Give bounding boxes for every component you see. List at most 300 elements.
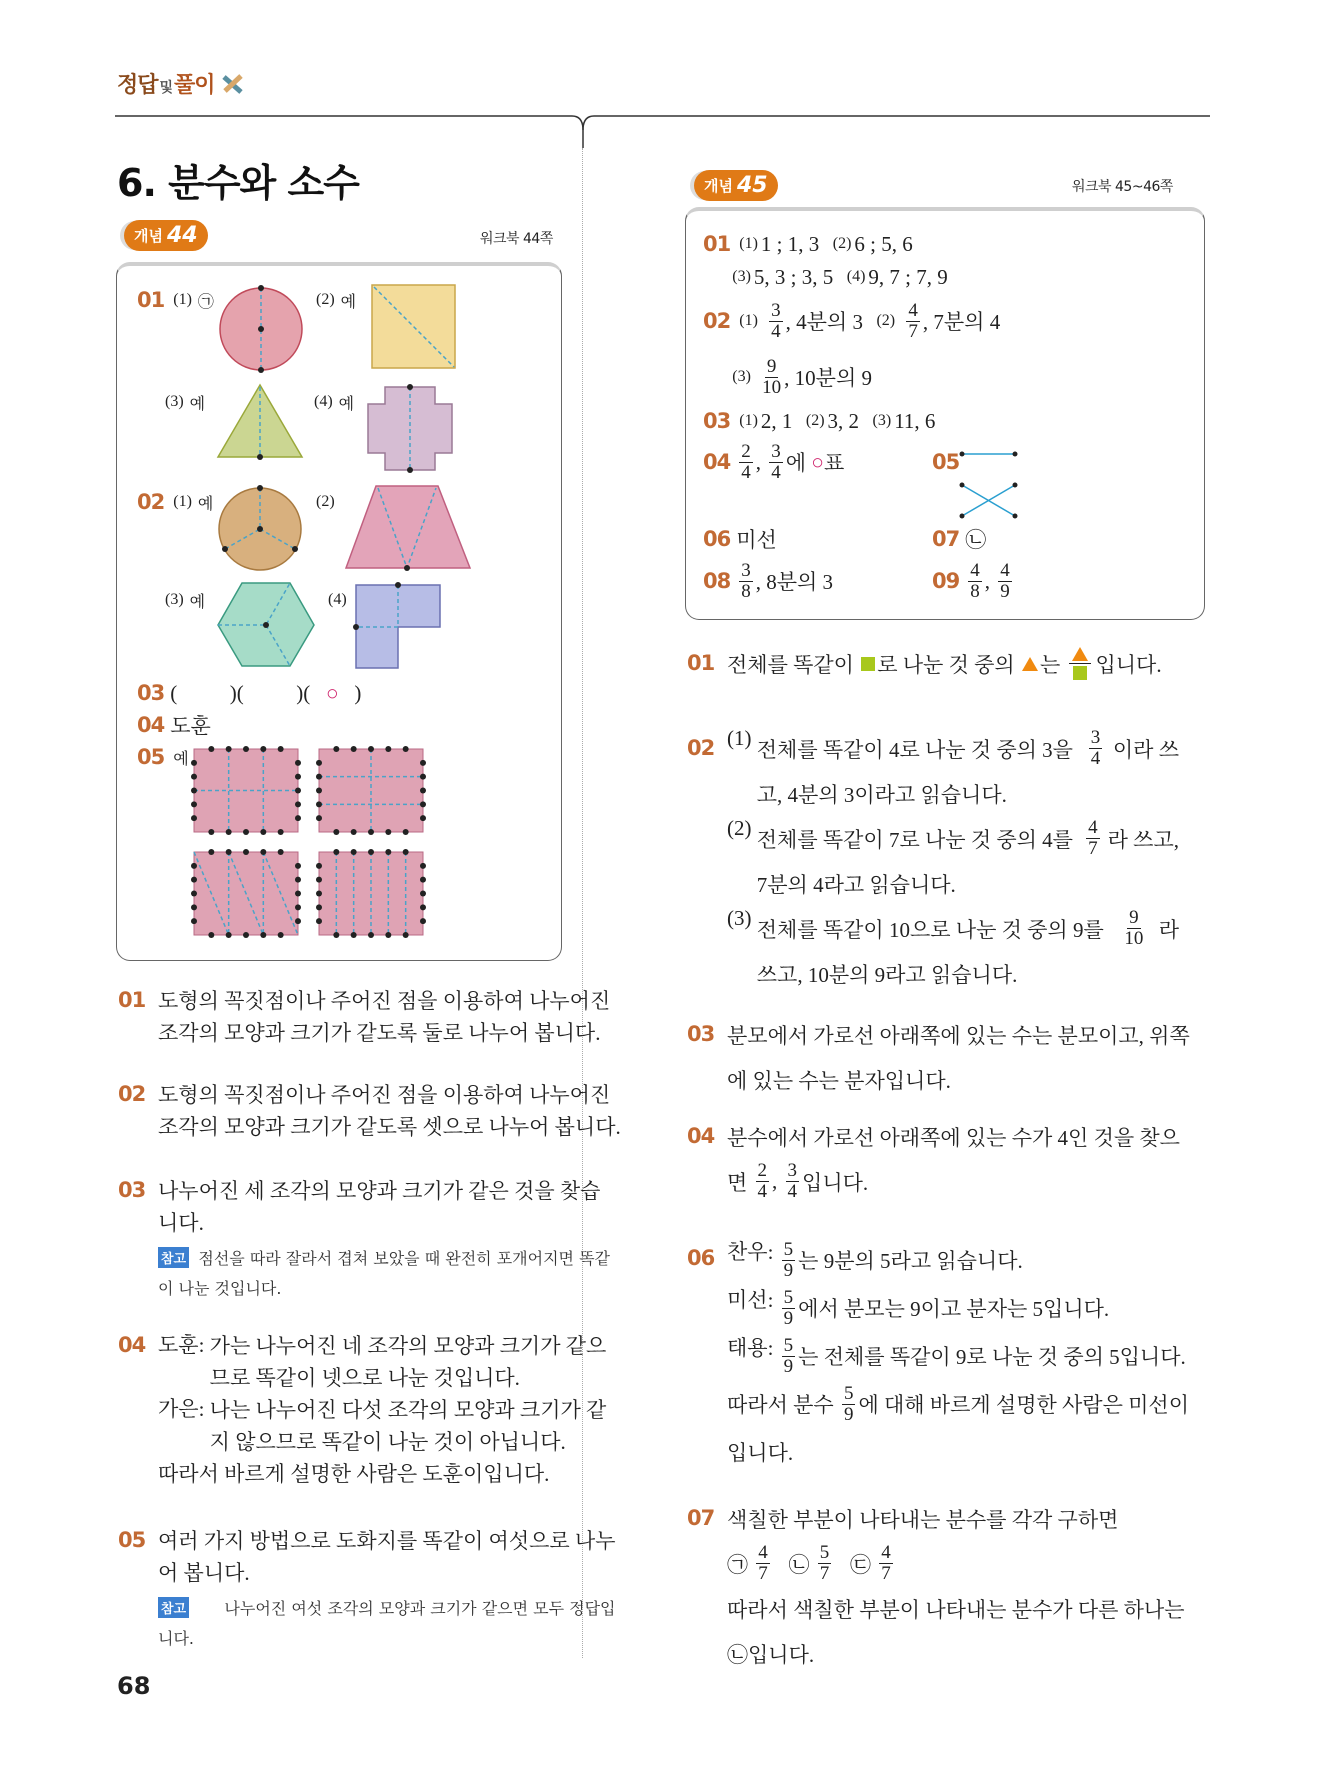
- question-number: 03: [137, 681, 165, 705]
- text: ( )( )(: [170, 680, 326, 705]
- text: 3, 2: [827, 408, 870, 433]
- numerator: 3: [741, 559, 751, 581]
- grid-dot: [420, 774, 426, 780]
- grid-dot: [420, 815, 426, 821]
- text-line: [158, 1078, 621, 1110]
- text: , 8분의 3: [755, 570, 834, 594]
- denominator: 10: [1124, 928, 1144, 949]
- text: 쓰고, 10분의 9라고 읽습니다.: [756, 962, 1018, 987]
- question-number: 03: [118, 1178, 146, 1202]
- fraction: [968, 561, 982, 602]
- grid-dot: [420, 760, 426, 766]
- question-number: 02: [687, 736, 715, 760]
- text: 전체를 똑같이 7로 나눈 것 중의 4를: [756, 827, 1079, 852]
- grid-dot: [333, 829, 339, 835]
- text-block: [158, 1329, 610, 1393]
- question-number: 05: [118, 1528, 146, 1552]
- grid-dot: [368, 849, 374, 855]
- text: ㉡: [772, 1552, 815, 1577]
- grid-dot: [351, 746, 357, 752]
- text: 가는 나누어진 네 조각의 모양과 크기가 같으: [209, 1334, 607, 1358]
- text: 9, 7 ; 7, 9: [868, 264, 948, 289]
- numerator: 9: [1129, 907, 1139, 928]
- grid-dot: [368, 932, 374, 938]
- text-line: [727, 1012, 1190, 1057]
- question-number: 04: [687, 1124, 715, 1148]
- text-line: [210, 1425, 610, 1457]
- answer-row: [703, 355, 872, 398]
- block-lines: [727, 1012, 1190, 1102]
- explanation-04: [118, 1329, 610, 1489]
- grid-dot: [226, 829, 232, 835]
- text-line: [727, 1057, 1190, 1102]
- grid-dot: [333, 932, 339, 938]
- figures: [0, 0, 640, 960]
- block-lines: [158, 1457, 610, 1489]
- block-lines: [210, 1393, 610, 1457]
- grid-dot: [420, 788, 426, 794]
- question-number: 04: [137, 713, 165, 737]
- text: 이라 쓰: [1112, 737, 1179, 762]
- fraction: [769, 301, 783, 342]
- sub-mark: (2): [876, 312, 896, 329]
- text: ,: [755, 449, 767, 474]
- text: [703, 365, 729, 390]
- speaker-label: 가은:: [158, 1397, 210, 1421]
- explanation-03: [687, 1012, 1190, 1102]
- grid-dot: [295, 815, 301, 821]
- text-line: [727, 1496, 1185, 1541]
- grid-dot: [191, 760, 197, 766]
- explanation-body: [727, 1114, 1180, 1204]
- reference-note: [158, 1242, 610, 1302]
- text-block: [158, 1078, 621, 1142]
- text-line: [158, 1622, 616, 1652]
- speaker-label: 찬우:: [727, 1240, 779, 1264]
- reference-note: [158, 1592, 616, 1652]
- text-block: [158, 1457, 610, 1489]
- square-icon: [1073, 666, 1087, 680]
- grid-dot: [333, 849, 339, 855]
- grid-dot: [420, 918, 426, 924]
- numerator: 5: [843, 1382, 854, 1404]
- text-line: [757, 906, 1179, 951]
- denominator: 7: [758, 1563, 768, 1584]
- text-line: [757, 861, 1179, 906]
- fraction: [1124, 908, 1143, 949]
- block-lines: [210, 1329, 610, 1393]
- text-line: [210, 1329, 610, 1361]
- reference-badge: 참고: [158, 1247, 189, 1268]
- text-line: [757, 771, 1179, 816]
- answer-row: [703, 404, 935, 438]
- numerator: 3: [771, 299, 781, 321]
- question-number: 08: [703, 569, 731, 593]
- explanation-body: [158, 1174, 610, 1302]
- grid-dot: [260, 746, 266, 752]
- speaker-label: 도훈:: [158, 1333, 210, 1357]
- grid-dot: [191, 863, 197, 869]
- page-number: 68: [117, 1672, 151, 1700]
- sub-mark: (1): [739, 312, 758, 329]
- block-lines: [757, 906, 1179, 996]
- denominator: 9: [843, 1403, 854, 1425]
- text-line: [727, 1159, 1180, 1204]
- grid-dot: [316, 788, 322, 794]
- text-line: [158, 1206, 610, 1238]
- sub-mark: (4): [846, 268, 866, 285]
- explanation-body: [727, 641, 1179, 686]
- text: 따라서 분수: [727, 1393, 839, 1417]
- text-line: [158, 1242, 610, 1272]
- denominator: 7: [1088, 838, 1098, 859]
- sub-mark: (2): [316, 493, 335, 510]
- speaker-label: (2): [727, 816, 757, 840]
- text: ): [338, 680, 362, 705]
- text: [754, 365, 759, 390]
- text: ㉡입니다.: [727, 1642, 815, 1667]
- sub-mark: 예: [340, 293, 357, 311]
- circle-mark: ○: [811, 449, 824, 474]
- explanation-02: [118, 1078, 621, 1142]
- grid-dot: [243, 849, 249, 855]
- text-line: [779, 1236, 1189, 1284]
- badge-number: 44: [166, 223, 198, 248]
- grid-dot: [295, 774, 301, 780]
- grid-dot: [226, 746, 232, 752]
- grid-dot: [191, 774, 197, 780]
- block-lines: [158, 984, 610, 1048]
- matching-lines: [955, 445, 1025, 525]
- denominator: 8: [970, 580, 980, 602]
- grid-dot: [316, 918, 322, 924]
- block-lines: [727, 1380, 1189, 1476]
- question-number: 02: [703, 309, 731, 333]
- text: 니다.: [158, 1211, 204, 1235]
- grid-dot: [368, 746, 374, 752]
- text-line: [727, 1541, 1185, 1586]
- fraction: [782, 1336, 796, 1377]
- text: 5, 3 ; 3, 5: [753, 264, 844, 289]
- text: 조각의 모양과 크기가 같도록 셋으로 나누어 봅니다.: [158, 1115, 621, 1139]
- text: ㉠: [727, 1552, 754, 1577]
- grid-dot: [420, 891, 426, 897]
- fraction: [998, 561, 1012, 602]
- grid-dot: [295, 918, 301, 924]
- question-number: 04: [703, 450, 731, 474]
- denominator: 10: [762, 376, 782, 398]
- brand-part-small: 및: [159, 80, 173, 96]
- explanation-body: [727, 1236, 1189, 1476]
- text-block: [727, 1012, 1190, 1102]
- text-line: [158, 1524, 616, 1556]
- text: 에서 분모는 9이고 분자는 5입니다.: [798, 1297, 1110, 1321]
- reference-badge: 참고: [158, 1597, 189, 1618]
- question-number: 03: [703, 409, 731, 433]
- text: ,: [772, 1169, 783, 1193]
- text: 나누어진 여섯 조각의 모양과 크기가 같으면 모두 정답입: [224, 1598, 616, 1618]
- text-line: [727, 641, 1179, 686]
- explanation-body: [727, 1496, 1185, 1676]
- text: 표: [823, 451, 845, 475]
- grid-dot: [191, 904, 197, 910]
- badge-label: 개념: [704, 177, 733, 195]
- fraction: [739, 442, 753, 483]
- text-block: [727, 1541, 1185, 1586]
- text-block: [158, 1174, 610, 1238]
- grid-dot: [243, 746, 249, 752]
- sub-mark: 예: [189, 395, 206, 413]
- text: 분수에서 가로선 아래쪽에 있는 수가 4인 것을 찾으: [727, 1125, 1180, 1150]
- block-lines: [779, 1236, 1189, 1284]
- question-number: 02: [137, 490, 165, 514]
- grid-dot: [368, 829, 374, 835]
- text-block: [158, 984, 610, 1048]
- text-line: [158, 1592, 616, 1622]
- text: 색칠한 부분이 나타내는 분수를 각각 구하면: [727, 1507, 1119, 1532]
- grid-dot: [420, 863, 426, 869]
- text-block: [158, 1524, 616, 1588]
- text-line: [158, 1272, 610, 1302]
- text-line: [727, 1114, 1180, 1159]
- brand-part-1: 정답: [117, 73, 158, 98]
- grid-dot: [420, 877, 426, 883]
- denominator: 9: [783, 1259, 794, 1281]
- numerator: 3: [787, 1160, 798, 1181]
- speaker-label: (1): [727, 726, 757, 750]
- grid-dot: [208, 849, 214, 855]
- grid-dot: [260, 849, 266, 855]
- text: ㉢: [834, 1552, 877, 1577]
- text: 조각의 모양과 크기가 같도록 둘로 나누어 봅니다.: [158, 1021, 601, 1045]
- grid-dot: [316, 904, 322, 910]
- fraction: [818, 1543, 832, 1584]
- sub-mark: (4): [314, 393, 333, 410]
- sub-mark: (1): [739, 412, 758, 429]
- sub-mark: 예: [173, 750, 189, 768]
- text: 에 있는 수는 분자입니다.: [727, 1068, 951, 1093]
- numerator: 5: [783, 1286, 794, 1308]
- denominator: 8: [741, 580, 751, 602]
- text: 므로 똑같이 넷으로 나눈 것입니다.: [209, 1366, 520, 1390]
- text-line: [210, 1361, 610, 1393]
- text-line: [727, 1586, 1185, 1631]
- text: 2, 1: [760, 408, 803, 433]
- denominator: 7: [908, 320, 918, 342]
- text-block: [727, 1496, 1185, 1541]
- answer-row: [703, 227, 913, 261]
- text-line: [158, 1174, 610, 1206]
- text: 점선을 따라 잘라서 겹쳐 보았을 때 완전히 포개어지면 똑같: [198, 1248, 610, 1268]
- grid-dot: [191, 788, 197, 794]
- grid-dot: [243, 932, 249, 938]
- grid-dot: [191, 801, 197, 807]
- sub-mark: (3): [732, 268, 751, 285]
- sub-mark: (3): [872, 412, 892, 429]
- text-block: [727, 816, 1179, 906]
- fraction: [769, 442, 783, 483]
- text: 전체를 똑같이 4로 나눈 것 중의 3을: [756, 737, 1079, 762]
- block-lines: [727, 1114, 1180, 1204]
- text-line: [158, 1457, 610, 1489]
- fraction: [1089, 728, 1103, 769]
- text-line: [757, 726, 1179, 771]
- grid-dot: [191, 918, 197, 924]
- block-lines: [727, 1586, 1185, 1676]
- grid-dot: [278, 829, 284, 835]
- workbook-ref: 워크북 45~46쪽: [1072, 179, 1173, 195]
- text: 는: [1039, 652, 1066, 677]
- numerator: 3: [1090, 727, 1101, 748]
- text: 1 ; 1, 3: [760, 231, 830, 256]
- speaker-label: 미선:: [727, 1288, 779, 1312]
- explanation-02: [687, 726, 1179, 996]
- answer-row: [703, 260, 948, 294]
- block-lines: [158, 1174, 610, 1238]
- fraction: [842, 1384, 856, 1425]
- text-block: [727, 1114, 1180, 1204]
- grid-dot: [403, 932, 409, 938]
- sub-mark: (1): [739, 235, 758, 252]
- chapter-title: 6. 분수와 소수: [117, 161, 359, 205]
- answer-row: [932, 522, 986, 556]
- fraction: [782, 1240, 796, 1281]
- text-line: [727, 1631, 1185, 1676]
- question-number: 09: [932, 569, 960, 593]
- text: 입니다.: [802, 1170, 869, 1195]
- text: 이 나눈 것입니다.: [158, 1278, 282, 1298]
- denominator: 9: [783, 1355, 794, 1377]
- text: 미선: [736, 528, 777, 552]
- numerator: 4: [1000, 559, 1010, 581]
- text-line: [158, 1110, 621, 1142]
- numerator: 4: [758, 1542, 768, 1563]
- grid-dot: [191, 815, 197, 821]
- question-number: 06: [687, 1246, 715, 1270]
- fraction: [906, 301, 920, 342]
- grid-dot: [295, 760, 301, 766]
- question-number: 07: [687, 1506, 715, 1530]
- question-number: 01: [703, 232, 731, 256]
- text-block: [727, 726, 1179, 816]
- answer-row: [703, 440, 845, 483]
- explanation-03: [118, 1174, 610, 1302]
- grid-dot: [385, 932, 391, 938]
- grid-dot: [351, 829, 357, 835]
- text: ,: [984, 568, 996, 593]
- grid-dot: [403, 829, 409, 835]
- block-lines: [727, 1541, 1185, 1586]
- answer-row: [703, 559, 834, 602]
- square-icon: [861, 657, 875, 671]
- text-line: [727, 1380, 1189, 1428]
- explanation-04: [687, 1114, 1179, 1204]
- text-block: [727, 1380, 1189, 1476]
- fraction: [786, 1161, 800, 1202]
- fraction-bar: [1069, 663, 1091, 664]
- question-number: 07: [932, 527, 960, 551]
- question-number: 01: [118, 988, 146, 1012]
- text: 면: [727, 1170, 753, 1195]
- grid-dot: [260, 829, 266, 835]
- text-block: [727, 1284, 1189, 1332]
- grid-dot: [226, 932, 232, 938]
- text: 따라서 바르게 설명한 사람은 도훈이입니다.: [158, 1462, 550, 1486]
- text-line: [757, 951, 1179, 996]
- grid-dot: [403, 849, 409, 855]
- text: 7분의 4라고 읽습니다.: [756, 872, 956, 897]
- grid-dot: [385, 849, 391, 855]
- text-block: [158, 1393, 610, 1457]
- grid-dot: [420, 801, 426, 807]
- text-block: [727, 1236, 1189, 1284]
- text: 지 않으므로 똑같이 나눈 것이 아닙니다.: [209, 1430, 566, 1454]
- block-lines: [727, 1496, 1185, 1541]
- explanation-body: [158, 1078, 621, 1142]
- text: ㉡: [965, 528, 987, 552]
- text: 도훈: [170, 714, 211, 738]
- circle-mark: ○: [325, 680, 339, 705]
- text: 전체를 똑같이: [727, 652, 860, 677]
- text-line: [757, 816, 1179, 861]
- fraction: [756, 1161, 770, 1202]
- grid-dot: [260, 932, 266, 938]
- text: 고, 4분의 3이라고 읽습니다.: [756, 782, 1007, 807]
- denominator: 4: [771, 461, 781, 483]
- question-number: 02: [118, 1082, 146, 1106]
- grid-dot: [278, 849, 284, 855]
- grid-dot: [316, 801, 322, 807]
- numerator: 2: [757, 1160, 768, 1181]
- fraction: [756, 1543, 770, 1584]
- numerator: 3: [771, 440, 781, 462]
- explanation-07: [687, 1496, 1185, 1676]
- text-line: [210, 1393, 610, 1425]
- explanation-body: [727, 726, 1179, 996]
- text: 여러 가지 방법으로 도화지를 똑같이 여섯으로 나누: [158, 1529, 616, 1553]
- text: 6 ; 5, 6: [854, 231, 913, 256]
- explanation-body: [158, 1329, 610, 1489]
- grid-dot: [316, 815, 322, 821]
- sub-mark: (4): [328, 591, 347, 608]
- text: 에: [785, 451, 812, 475]
- text: 11, 6: [894, 408, 936, 433]
- explanation-body: [158, 984, 610, 1048]
- text: [761, 309, 766, 334]
- brand-part-2: 풀이: [174, 73, 215, 98]
- sub-mark: 예: [189, 593, 206, 611]
- grid-dot: [295, 891, 301, 897]
- text-line: [779, 1332, 1189, 1380]
- text: 에 대해 바르게 설명한 사람은 미선이: [858, 1393, 1189, 1417]
- block-lines: [727, 641, 1179, 686]
- text: 입니다.: [1095, 652, 1162, 677]
- grid-dot: [243, 829, 249, 835]
- badge-label: 개념: [134, 227, 163, 245]
- answer-row: [932, 559, 1015, 602]
- grid-dot: [191, 877, 197, 883]
- explanation-body: [158, 1524, 616, 1652]
- text-line: [158, 1016, 610, 1048]
- grid-dot: [316, 891, 322, 897]
- trapezoid-thirds: [346, 486, 470, 568]
- denominator: 4: [787, 1181, 798, 1202]
- triangle-icon: [1072, 647, 1088, 661]
- question-number: 05: [137, 745, 165, 769]
- question-number: 01: [687, 651, 715, 675]
- explanation-01: [687, 641, 1179, 686]
- block-lines: [757, 816, 1179, 906]
